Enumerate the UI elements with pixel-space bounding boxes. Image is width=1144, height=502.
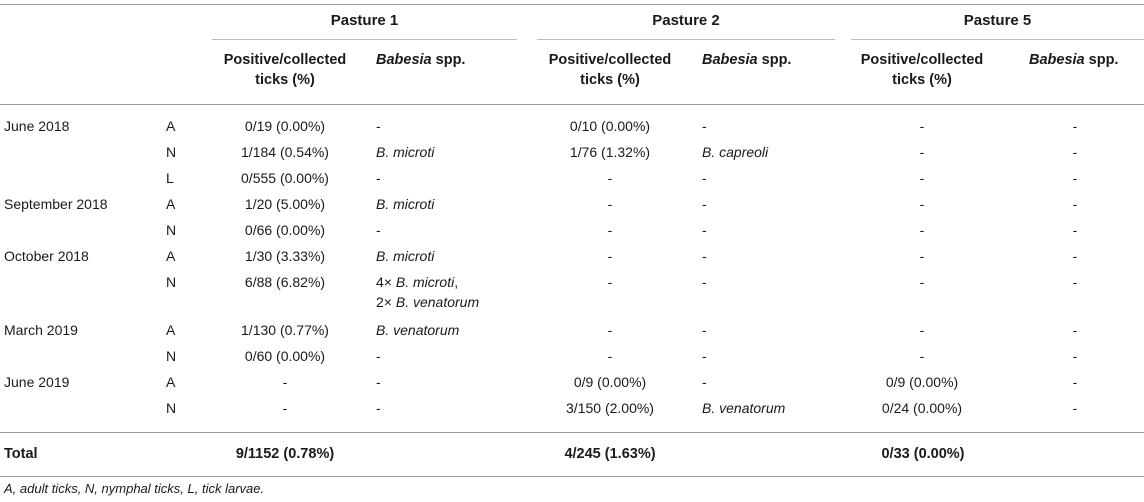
row-p1-babesia: B. microti xyxy=(376,144,435,160)
babesia-separator: , xyxy=(454,274,459,290)
row-stage: A xyxy=(166,248,176,264)
row-p1-babesia: B. microti xyxy=(376,196,435,212)
row-p5-count: - xyxy=(919,118,925,134)
row-p2-babesia: - xyxy=(702,274,707,290)
row-p1-count: - xyxy=(282,374,288,390)
row-p2-count: 0/9 (0.00%) xyxy=(573,374,647,390)
row-stage: N xyxy=(166,348,177,364)
row-p1-count: 6/88 (6.82%) xyxy=(244,274,326,290)
babesia-count-prefix: 2× xyxy=(376,294,396,310)
pasture-1-header: Pasture 1 xyxy=(330,12,399,29)
row-p2-babesia: - xyxy=(702,118,707,134)
row-p5-count: - xyxy=(919,274,925,290)
row-p2-count: - xyxy=(607,348,613,364)
p5-count-header: Positive/collected ticks (%) xyxy=(860,52,984,88)
row-p2-count: 1/76 (1.32%) xyxy=(569,144,651,160)
row-stage: L xyxy=(166,170,174,186)
row-date: June 2019 xyxy=(4,374,70,390)
row-p5-babesia: - xyxy=(1072,222,1078,238)
row-p5-babesia: - xyxy=(1072,170,1078,186)
header-bottom-rule xyxy=(0,104,1144,105)
row-p5-count: - xyxy=(919,144,925,160)
row-p1-babesia xyxy=(376,272,479,312)
total-bottom-rule xyxy=(0,476,1144,477)
row-p5-babesia: - xyxy=(1072,400,1078,416)
pasture-2-underline xyxy=(537,39,835,40)
row-p5-count: - xyxy=(919,222,925,238)
babesia-line-2 xyxy=(376,292,479,312)
row-date: September 2018 xyxy=(4,196,108,212)
row-p5-babesia: - xyxy=(1072,274,1078,290)
row-p2-babesia: B. venatorum xyxy=(702,400,786,416)
row-stage: N xyxy=(166,400,177,416)
row-p2-babesia: - xyxy=(702,222,707,238)
row-p1-babesia: B. microti xyxy=(376,248,435,264)
row-p1-count: 1/130 (0.77%) xyxy=(241,322,329,338)
row-p2-count: - xyxy=(607,274,613,290)
footnote: A, adult ticks, N, nymphal ticks, L, tick larvae. xyxy=(4,481,265,496)
p2-count-header: Positive/collected ticks (%) xyxy=(548,52,672,88)
row-p1-count: 1/184 (0.54%) xyxy=(241,144,329,160)
row-p5-babesia: - xyxy=(1072,196,1078,212)
p1-babesia-header: Babesia spp. xyxy=(376,52,466,68)
row-p1-babesia: - xyxy=(376,170,381,186)
row-p2-count: - xyxy=(607,322,613,338)
row-p1-babesia: - xyxy=(376,400,381,416)
babesia-line-1 xyxy=(376,272,479,292)
row-p1-count: 1/30 (3.33%) xyxy=(244,248,326,264)
total-label: Total xyxy=(4,446,38,462)
total-p2: 4/245 (1.63%) xyxy=(564,446,656,462)
babesia-species: B. microti xyxy=(395,274,455,290)
p1-count-header: Positive/collected ticks (%) xyxy=(223,52,347,88)
row-p2-babesia: - xyxy=(702,348,707,364)
pasture-1-underline xyxy=(212,39,517,40)
row-p2-babesia: - xyxy=(702,374,707,390)
babesia-count-prefix: 4× xyxy=(376,274,396,290)
pasture-2-header: Pasture 2 xyxy=(652,12,720,29)
row-p5-babesia: - xyxy=(1072,374,1078,390)
row-stage: A xyxy=(166,196,176,212)
row-p1-babesia: - xyxy=(376,374,381,390)
row-stage: N xyxy=(166,144,177,160)
row-p5-count: - xyxy=(919,196,925,212)
row-p5-babesia: - xyxy=(1072,144,1078,160)
top-rule xyxy=(0,4,1144,5)
row-stage: A xyxy=(166,322,176,338)
row-stage: A xyxy=(166,118,176,134)
row-date: October 2018 xyxy=(4,248,89,264)
row-p1-count: 0/555 (0.00%) xyxy=(241,170,329,186)
row-p5-babesia: - xyxy=(1072,118,1078,134)
row-p2-babesia: B. capreoli xyxy=(702,144,769,160)
row-p5-babesia: - xyxy=(1072,322,1078,338)
row-date: June 2018 xyxy=(4,118,70,134)
row-p1-count: 0/19 (0.00%) xyxy=(244,118,326,134)
row-stage: N xyxy=(166,274,177,290)
row-p1-count: 1/20 (5.00%) xyxy=(244,196,326,212)
total-p5: 0/33 (0.00%) xyxy=(881,446,965,462)
row-p1-babesia: - xyxy=(376,222,381,238)
row-p5-count: 0/9 (0.00%) xyxy=(885,374,959,390)
row-p1-count: 0/60 (0.00%) xyxy=(244,348,326,364)
row-p5-count: - xyxy=(919,348,925,364)
row-p1-count: 0/66 (0.00%) xyxy=(244,222,326,238)
p5-babesia-header: Babesia spp. xyxy=(1029,52,1119,68)
row-stage: A xyxy=(166,374,176,390)
total-p1: 9/1152 (0.78%) xyxy=(235,446,335,462)
row-p1-count: - xyxy=(282,400,288,416)
row-p2-babesia: - xyxy=(702,322,707,338)
row-p5-count: - xyxy=(919,322,925,338)
row-p5-count: - xyxy=(919,248,925,264)
row-p2-count: - xyxy=(607,170,613,186)
total-top-rule xyxy=(0,432,1144,433)
babesia-species: B. venatorum xyxy=(395,294,480,310)
row-stage: N xyxy=(166,222,177,238)
row-p1-babesia: - xyxy=(376,348,381,364)
row-p2-count: - xyxy=(607,196,613,212)
pasture-5-underline xyxy=(851,39,1144,40)
row-p2-babesia: - xyxy=(702,170,707,186)
row-p2-count: 0/10 (0.00%) xyxy=(569,118,651,134)
row-p2-babesia: - xyxy=(702,248,707,264)
row-p5-count: - xyxy=(919,170,925,186)
row-p5-count: 0/24 (0.00%) xyxy=(881,400,963,416)
row-p1-babesia: B. venatorum xyxy=(376,322,460,338)
row-p2-count: 3/150 (2.00%) xyxy=(566,400,654,416)
row-p5-babesia: - xyxy=(1072,248,1078,264)
row-p2-babesia: - xyxy=(702,196,707,212)
row-p2-count: - xyxy=(607,248,613,264)
row-p1-babesia: - xyxy=(376,118,381,134)
pasture-5-header: Pasture 5 xyxy=(963,12,1032,29)
row-date: March 2019 xyxy=(4,322,78,338)
p2-babesia-header: Babesia spp. xyxy=(702,52,792,68)
row-p2-count: - xyxy=(607,222,613,238)
row-p5-babesia: - xyxy=(1072,348,1078,364)
